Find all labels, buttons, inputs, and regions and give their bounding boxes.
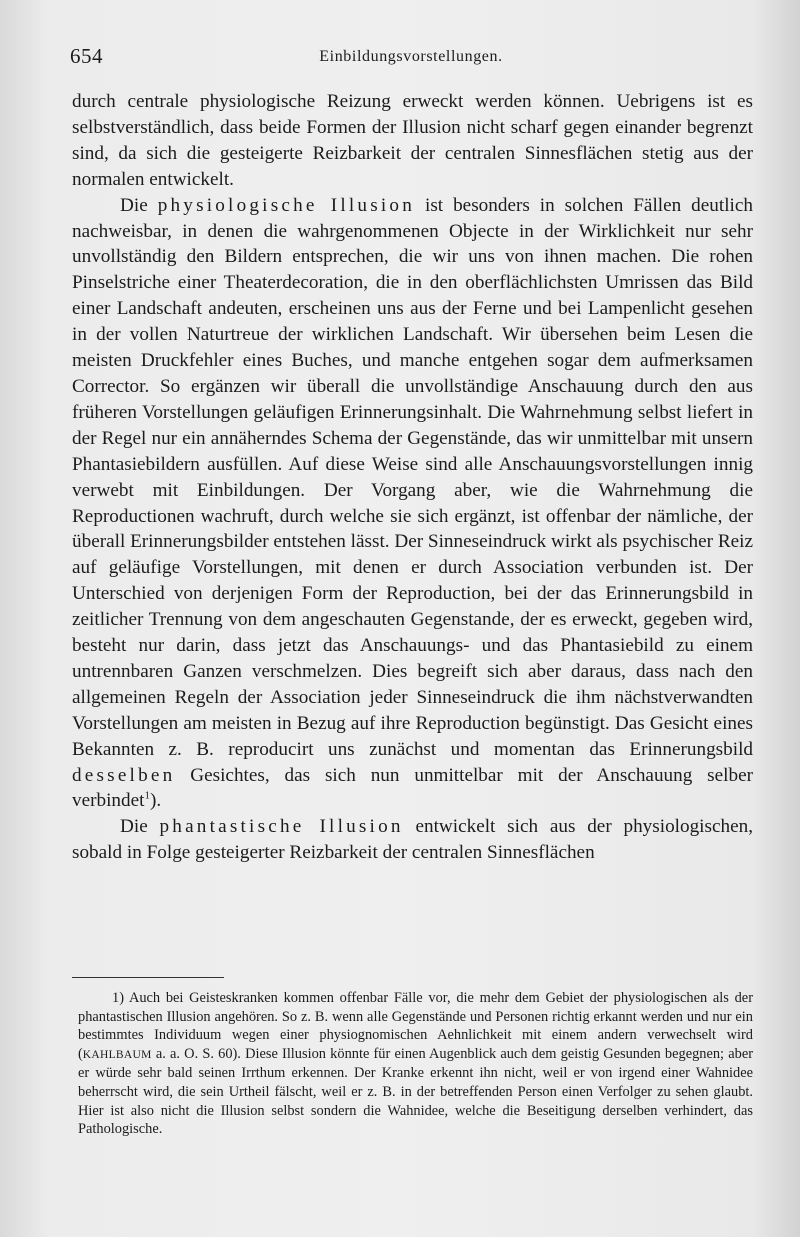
paragraph	[72, 193, 753, 815]
paragraph-lead: Die	[120, 194, 148, 216]
footnote-text: a. a. O. S. 60). Diese Illusion könnte für einen Augenblick auch dem geistig Gesunden begegnen; aber er würde sehr bald seinen Irrthum erkennen. Der Kranke erkennt ihn nicht, weil er von irgend einer Wahnidee beherrscht wird, die sein Urtheil fälscht, weil er z. B. in der betreffenden Person einen Verfolger zu sehen glaubt. Hier ist also nicht die Illusion selbst sondern die Wahnidee, welche die Beseitigung derselben verhindert, das Pathologische.	[78, 1045, 753, 1138]
running-title: Einbildungsvorstellungen.	[319, 48, 503, 65]
paragraph-lead: Die	[120, 816, 148, 838]
paragraph-text: ist besonders in solchen Fällen deutlich nachweisbar, in denen die wahrgenommenen Objecte in der Wirklichkeit nur sehr unvollständig den Bildern entsprechen, die wir uns von ihnen machen. Die rohen Pinselstriche einer Theaterdecoration, die in den oberflächlichsten Umrissen das Bild einer Landschaft andeuten, erscheinen uns aus der Ferne und bei Lampenlicht gesehen in der vollen Naturtreue der wirklichen Landschaft. Wir übersehen beim Lesen die meisten Druckfehler eines Buches, und manche entgehen sogar dem aufmerksamen Corrector. So ergänzen wir überall die unvollständige Anschauung durch den aus früheren Vorstellungen geläufigen Erinnerungsinhalt. Die Wahrnehmung selbst liefert in der Regel nur ein annäherndes Schema der Gegenstände, das wir unmittelbar mit unsern Phantasiebildern ausfüllen. Auf diese Weise sind alle Anschauungsvorstellungen innig verwebt mit Einbildungen. Der Vorgang aber, wie die Wahrnehmung die Reproductionen wachruft, durch welche sie sich ergänzt, ist offenbar der nämliche, der überall Erinnerungsbilder entstehen lässt. Der Sinneseindruck wirkt als psychischer Reiz auf geläufige Vorstellungen, mit denen er durch Association verbunden ist. Der Unterschied von derjenigen Form der Reproduction, bei der das Erinnerungsbild in zeitlicher Trennung von dem angeschauten Gegenstande, der es erweckt, gegeben wird, besteht nur darin, dass jetzt das Anschauungs- und das Phantasiebild zu einem untrennbaren Ganzen verschmelzen. Dies begreift sich aber daraus, dass nach den allgemeinen Regeln der Association jeder Sinneseindruck die ihm nächstverwandten Vorstellungen am meisten in Bezug auf ihre Reproduction begünstigt. Das Gesicht eines Bekannten z. B. reproducirt uns zunächst und momentan das Erinnerungsbild	[72, 194, 753, 760]
spaced-term: phantastische Illusion	[159, 816, 404, 838]
paragraph-text: durch centrale physiologische Reizung erweckt werden können. Uebrigens ist es selbstverständlich, dass beide Formen der Illusion nicht scharf gegen einander begrenzt sind, da sich die gesteigerte Reizbarkeit der centralen Sinnesflächen stetig aus der normalen entwickelt.	[72, 91, 753, 190]
page-header	[70, 44, 752, 74]
spaced-term: physiologische Illusion	[157, 194, 416, 216]
paragraph	[72, 89, 753, 193]
paragraph-text: entwickelt sich aus der physiologischen, sobald in Folge gesteigerter Reizbarkeit der centralen Sinnesflächen	[72, 816, 753, 864]
paragraph-tail: Gesichtes, das sich nun unmittelbar mit der Anschauung selber verbindet	[72, 764, 753, 812]
page-number: 654	[70, 44, 103, 68]
footnote-author: KAHLBAUM	[82, 1048, 152, 1061]
paragraph-end: ).	[149, 790, 162, 812]
footnote	[78, 989, 753, 1139]
footnote-text: Auch bei Geisteskranken kommen offenbar Fälle vor, die mehr dem Gebiet der physiologischen als der phantastischen Illusion angehören. So z. B. wenn alle Gegenstände und Personen richtig erkannt werden und nur ein bestimmtes Individuum wegen einer physiognomischen Aehnlichkeit mit einem andern verwechselt wird (	[78, 990, 753, 1062]
footnote-marker: 1)	[112, 990, 124, 1006]
main-text	[72, 89, 753, 866]
paragraph	[72, 814, 753, 866]
footnote-rule	[72, 977, 224, 978]
spaced-word: desselben	[72, 764, 176, 786]
footnote-ref: 1	[144, 790, 150, 803]
